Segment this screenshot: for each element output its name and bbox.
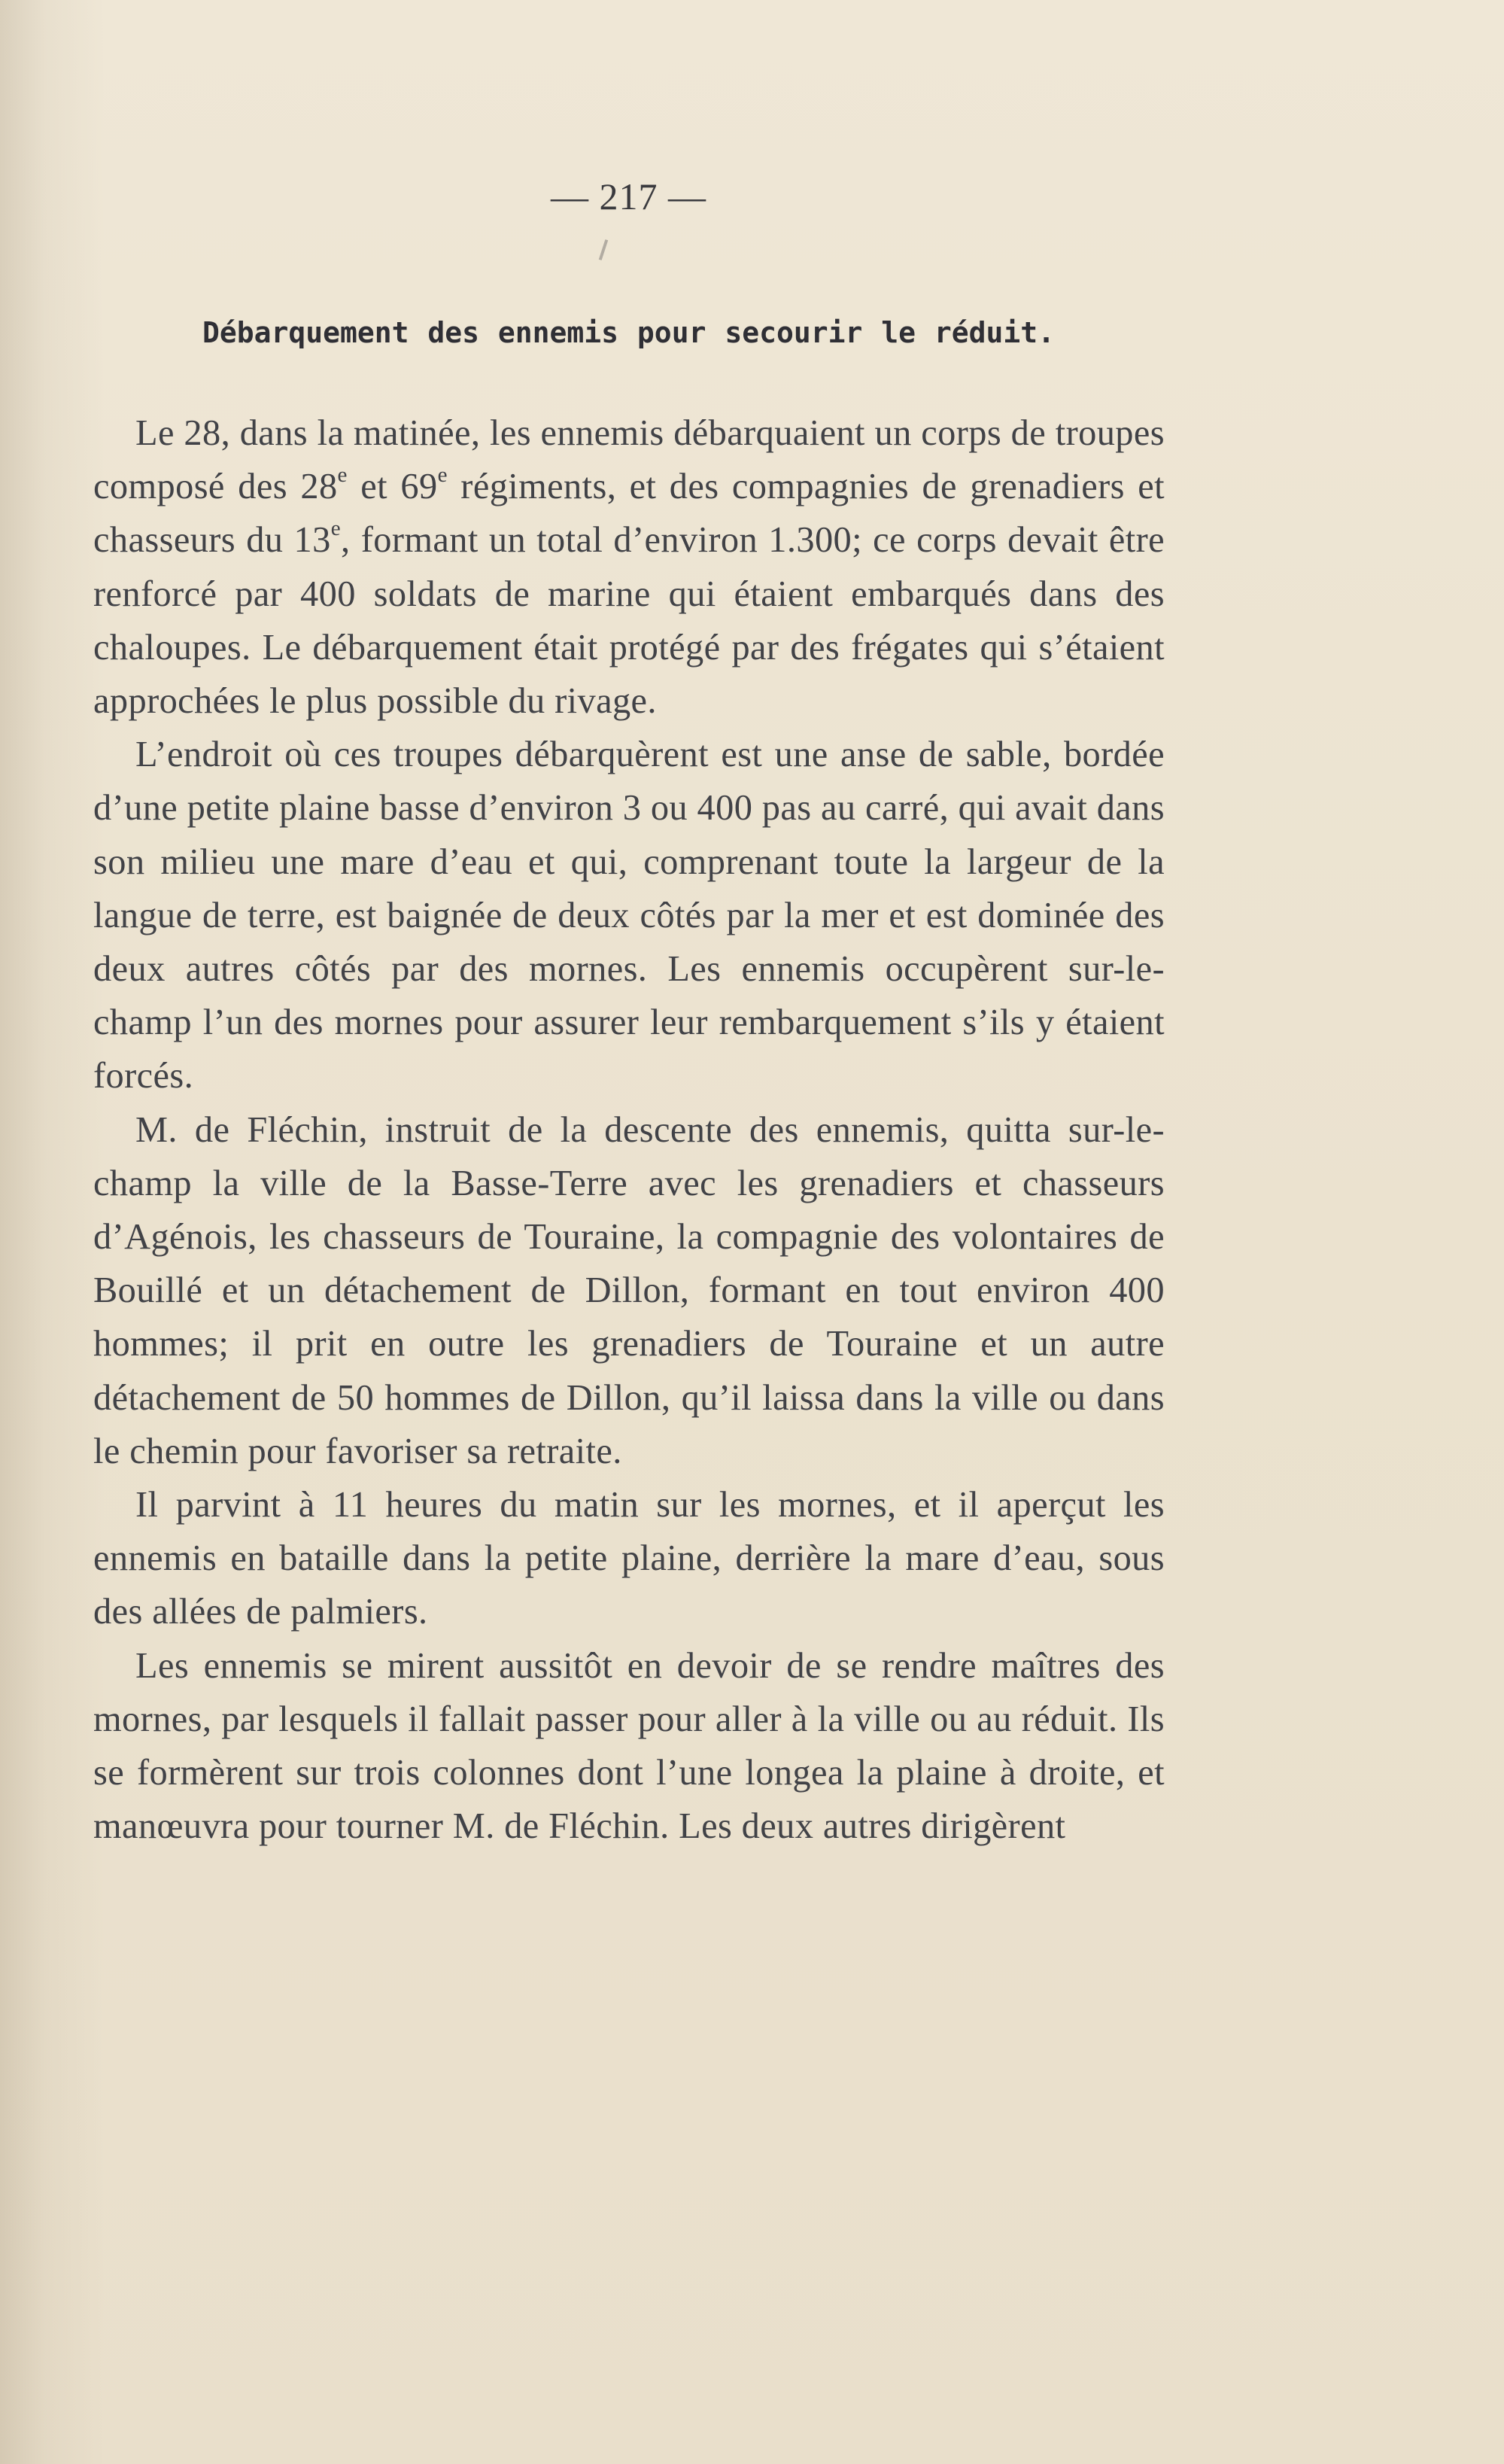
superscript: e — [437, 463, 448, 488]
paragraph — [93, 1478, 1165, 1639]
text-run: L’endroit où ces troupes débarquèrent est une anse de sable, bordée d’une petite plaine basse d’environ 3 ou 400 pas au carré, qui avait dans son milieu une mare d’eau et qui, comprenant toute la largeur de la langue de terre, est baignée de deux côtés par la mer et est dominée des deux autres côtés par des mornes. Les ennemis occupèrent sur-le-champ l’un des mornes pour assurer leur rembarquement s’ils y étaient forcés. — [93, 735, 1165, 1097]
text-run: Il parvint à 11 heures du matin sur les mornes, et il aperçut les ennemis en bataille dans la petite plaine, derrière la mare d’eau, sous des allées de palmiers. — [93, 1485, 1165, 1632]
superscript: e — [337, 463, 348, 488]
ink-mark — [599, 239, 608, 260]
text-run: et 69 — [347, 467, 438, 507]
superscript: e — [330, 516, 342, 541]
text-run: M. de Fléchin, instruit de la descente des ennemis, quitta sur-le-champ la ville de la Basse-Terre avec les grenadiers et chasseurs d’Agénois, les chasseurs de Touraine, la compagnie des volontaires de Bouillé et un détachement de Dillon, formant en tout environ 400 hommes; il prit en outre les grenadiers de Touraine et un autre détachement de 50 hommes de Dillon, qu’il laissa dans la ville ou dans le chemin pour favoriser sa retraite. — [93, 1109, 1165, 1471]
paragraph — [93, 728, 1165, 1103]
paragraph — [93, 1103, 1165, 1478]
text-run: régiments, et des compagnies de grenadiers et chasseurs du 13 — [93, 467, 1165, 561]
section-heading: Débarquement des ennemis pour secourir le réduit. — [202, 316, 1056, 349]
paragraph — [93, 406, 1165, 728]
text-run: Le 28, dans la matinée, les ennemis débarquaient un corps de troupes composé des 28 — [93, 413, 1165, 507]
text-run: Les ennemis se mirent aussitôt en devoir de se rendre maîtres des mornes, par lesquels il fallait passer pour aller à la ville ou au réduit. Ils se formèrent sur trois colonnes dont l’une longea la plaine à droite, et manœuvra pour tourner M. de Fléchin. Les deux autres dirigèrent — [93, 1645, 1165, 1847]
text-run: , formant un total d’environ 1.300; ce corps devait être renforcé par 400 soldats de marine qui étaient embarqués dans des chaloupes. Le débarquement était protégé par des frégates qui s’étaient approchées le plus possible du rivage. — [93, 520, 1165, 722]
paragraph — [93, 1639, 1165, 1854]
page-number: — 217 — — [551, 175, 706, 218]
body-text — [93, 406, 1165, 1853]
